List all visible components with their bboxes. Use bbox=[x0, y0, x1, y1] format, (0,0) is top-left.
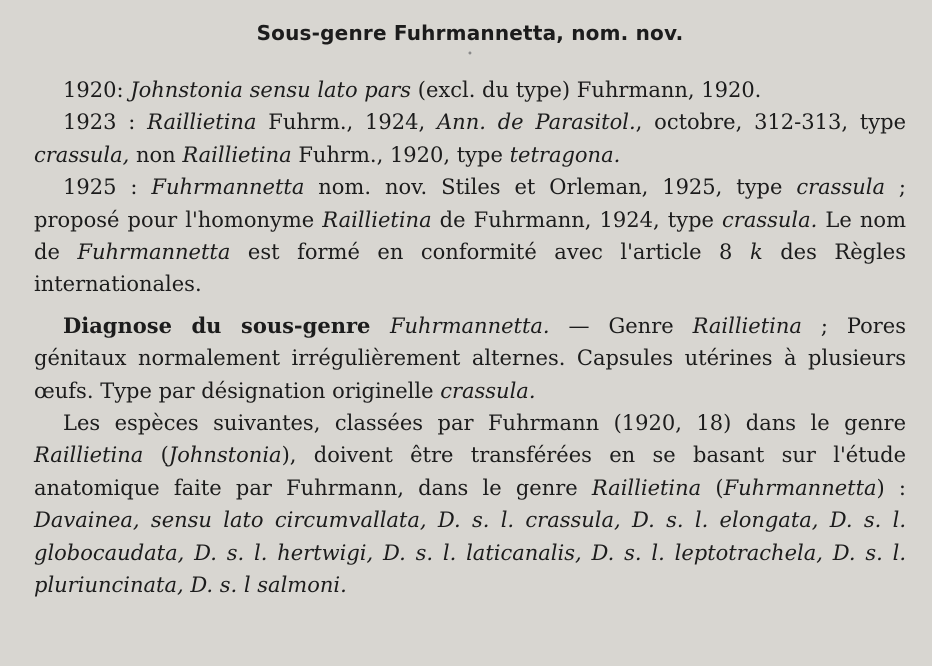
diagnosis-run: ( bbox=[143, 443, 169, 468]
diagnosis-run: Raillietina bbox=[692, 313, 802, 338]
history-run: Raillietina bbox=[182, 142, 292, 167]
diagnosis-run: Raillietina bbox=[591, 475, 702, 500]
nomenclature-history bbox=[34, 74, 906, 301]
history-run: crassula, bbox=[34, 142, 130, 167]
history-paragraph-1925 bbox=[34, 171, 906, 301]
diagnosis-run: Johnstonia bbox=[168, 443, 282, 468]
diagnosis-run: Fuhrmannetta bbox=[723, 475, 877, 500]
history-run: k bbox=[749, 240, 763, 265]
diagnosis-section bbox=[34, 310, 906, 602]
history-run: Fuhrm., 1920, type bbox=[291, 142, 510, 167]
diagnosis-run: ; Pores génitaux normalement irrégulièrement alternes. Capsules utérines à plusieurs œufs. Type par désignation originelle bbox=[34, 313, 906, 403]
diagnosis-run: crassula. bbox=[440, 378, 536, 403]
ornament-dot: • bbox=[467, 49, 473, 60]
history-run: 1920: bbox=[63, 78, 131, 102]
diagnosis-run: Les espèces suivantes, classées par Fuhrmann (1920, 18) dans le genre bbox=[63, 411, 906, 436]
history-run: non bbox=[129, 142, 183, 167]
history-run: crassula bbox=[796, 175, 885, 200]
species-transfer-paragraph bbox=[34, 407, 906, 601]
history-run: Ann. de Parasitol. bbox=[437, 110, 636, 135]
history-run: Johnstonia sensu lato pars bbox=[130, 78, 412, 102]
history-run: crassula. bbox=[722, 207, 818, 232]
history-run: Raillietina bbox=[322, 207, 432, 232]
history-run: des Règles internationales. bbox=[34, 240, 907, 297]
history-run: Fuhrmannetta bbox=[77, 240, 231, 265]
history-run: 1925 : bbox=[63, 175, 152, 200]
history-run: ; proposé pour l'homonyme bbox=[34, 175, 906, 232]
diagnosis-run: — Genre bbox=[549, 313, 693, 338]
diagnosis-run: Diagnose du sous-genre bbox=[63, 312, 390, 338]
history-run: 1923 : bbox=[63, 110, 148, 135]
history-run: (excl. du type) Fuhrmann, 1920. bbox=[411, 78, 762, 102]
history-run: Raillietina bbox=[147, 110, 257, 135]
history-run: Fuhrm., 1924, bbox=[256, 110, 438, 135]
diagnosis-run: ) : bbox=[876, 475, 906, 500]
diagnosis-run: Fuhrmannetta. bbox=[389, 313, 550, 338]
history-run: nom. nov. Stiles et Orleman, 1925, type bbox=[304, 175, 797, 200]
history-run: tetragona. bbox=[509, 142, 621, 167]
history-paragraph-1920 bbox=[34, 74, 906, 106]
history-run: Le nom de bbox=[34, 207, 906, 265]
diagnosis-run: ( bbox=[701, 475, 724, 500]
history-run: Fuhrmannetta bbox=[151, 175, 305, 200]
history-run: , octobre, 312-313, type bbox=[635, 110, 907, 135]
diagnosis-run: ), doivent être transférées en se basant sur l'étude anatomique faite par Fuhrmann, dans le genre bbox=[34, 443, 906, 500]
history-paragraph-1923 bbox=[34, 106, 906, 171]
section-heading: Sous-genre Fuhrmannetta, nom. nov. bbox=[256, 21, 684, 45]
diagnosis-paragraph bbox=[34, 310, 906, 407]
diagnosis-run: Raillietina bbox=[34, 443, 144, 468]
history-run: de Fuhrmann, 1924, type bbox=[431, 207, 723, 232]
history-run: est formé en conformité avec l'article 8 bbox=[230, 240, 750, 265]
diagnosis-run: Davainea, sensu lato circumvallata, D. s. l. crassula, D. s. l. elongata, D. s. l. globocaudata, D. s. l. hertwigi, D. s. l. laticanalis, D. s. l. leptotrachela, D. s. l. pluriuncinata, D. s. l salmoni. bbox=[34, 508, 906, 598]
